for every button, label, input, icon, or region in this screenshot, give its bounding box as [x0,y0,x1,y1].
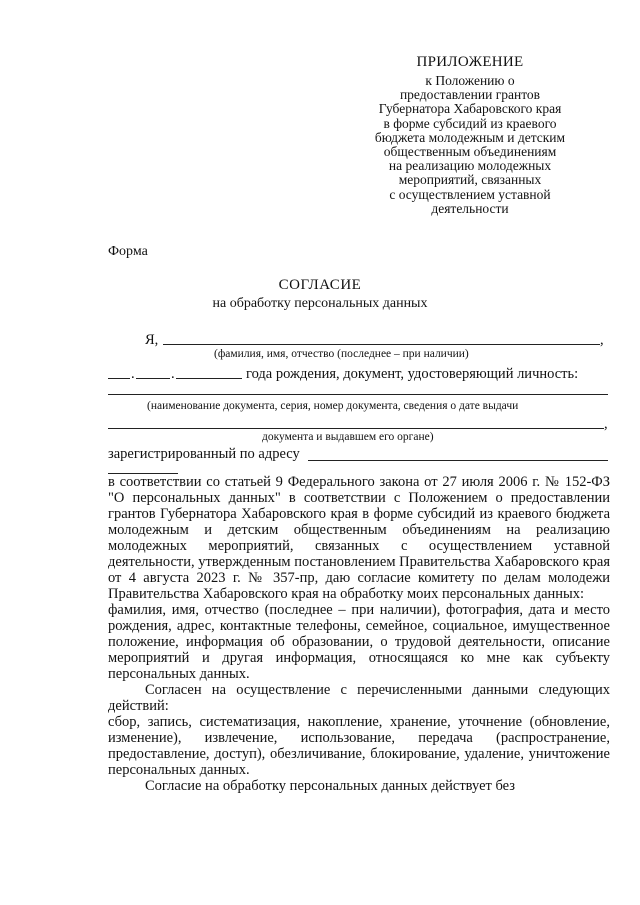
identity-document-field[interactable] [108,394,608,395]
document-subtitle: на обработку персональных данных [212,296,428,311]
consent-paragraph: Согласие на обработку персональных данных действует без [145,778,515,794]
i-prefix: Я, [145,332,159,348]
consent-paragraph: Согласен на осуществление с перечисленными данными следующих действий: [108,682,610,714]
appendix-line: предоставлении грантов [399,87,541,103]
appendix-line: с осуществлением уставной [389,186,551,202]
appendix-line: Губернатора Хабаровского края [378,101,562,117]
form-label: Форма [108,244,148,259]
identity-document-caption-2: документа и выдавшем его органе) [262,431,434,443]
appendix-lines [330,74,610,216]
consent-paragraph: в соответствии со статьей 9 Федерального закона от 27 июля 2006 г. № 152-ФЗ "О персональных данных" в соответствии с Положением о предоставлении грантов Губернатора Хабаровского края в форме субсидий из краевого бюджета молодежным и детским общественным объединениям на реализацию молодежных мероприятий, связанных с осуществлением уставной деятельности, утвержденным постановлением Правительства Хабаровского края от 4 августа 2023 г. № 357-пр, даю согласие комитету по делам молодежи Правительства Хабаровского края на обработку моих персональных данных: [108,474,610,602]
birth-month-field[interactable] [136,378,170,379]
identity-document-caption: (наименование документа, серия, номер документа, сведения о дате выдачи [147,400,519,412]
appendix-line: деятельности [431,200,509,216]
date-separator: . [131,366,135,382]
consent-body [108,474,610,794]
address-field[interactable] [308,460,608,461]
appendix-line: в форме субсидий из краевого [383,115,557,131]
appendix-block [330,54,610,216]
birth-text: года рождения, документ, удостоверяющий личность: [246,366,579,382]
comma-mark: , [604,416,608,432]
document-title: СОГЛАСИЕ [278,277,362,293]
full-name-field[interactable] [163,344,600,345]
birth-year-field[interactable] [176,378,242,379]
full-name-caption: (фамилия, имя, отчество (последнее – при наличии) [214,348,469,360]
appendix-line: к Положению о [425,73,515,88]
appendix-line: бюджета молодежным и детским [374,129,566,145]
comma-mark: , [600,332,604,348]
appendix-line: мероприятий, связанных [398,172,542,188]
appendix-line: общественным объединениям [383,144,557,160]
registered-text: зарегистрированный по адресу [108,446,300,462]
identity-document-field-2[interactable] [108,428,604,429]
date-separator: . [171,366,175,382]
appendix-title: ПРИЛОЖЕНИЕ [416,54,524,70]
consent-paragraph: фамилия, имя, отчество (последнее – при наличии), фотография, дата и место рождения, адрес, контактные телефоны, семейное, социальное, имущественное положение, информация об образовании, о трудовой деятельности, описание мероприятий и другая информация, относящаяся ко мне как субъекту персональных данных. [108,602,610,682]
birth-day-field[interactable] [108,378,130,379]
appendix-line: на реализацию молодежных [388,158,552,174]
consent-paragraph: сбор, запись, систематизация, накопление, хранение, уточнение (обновление, изменение), извлечение, использование, передача (распространение, предоставление, доступ), обезличивание, блокирование, удаление, уничтожение персональных данных. [108,714,610,778]
